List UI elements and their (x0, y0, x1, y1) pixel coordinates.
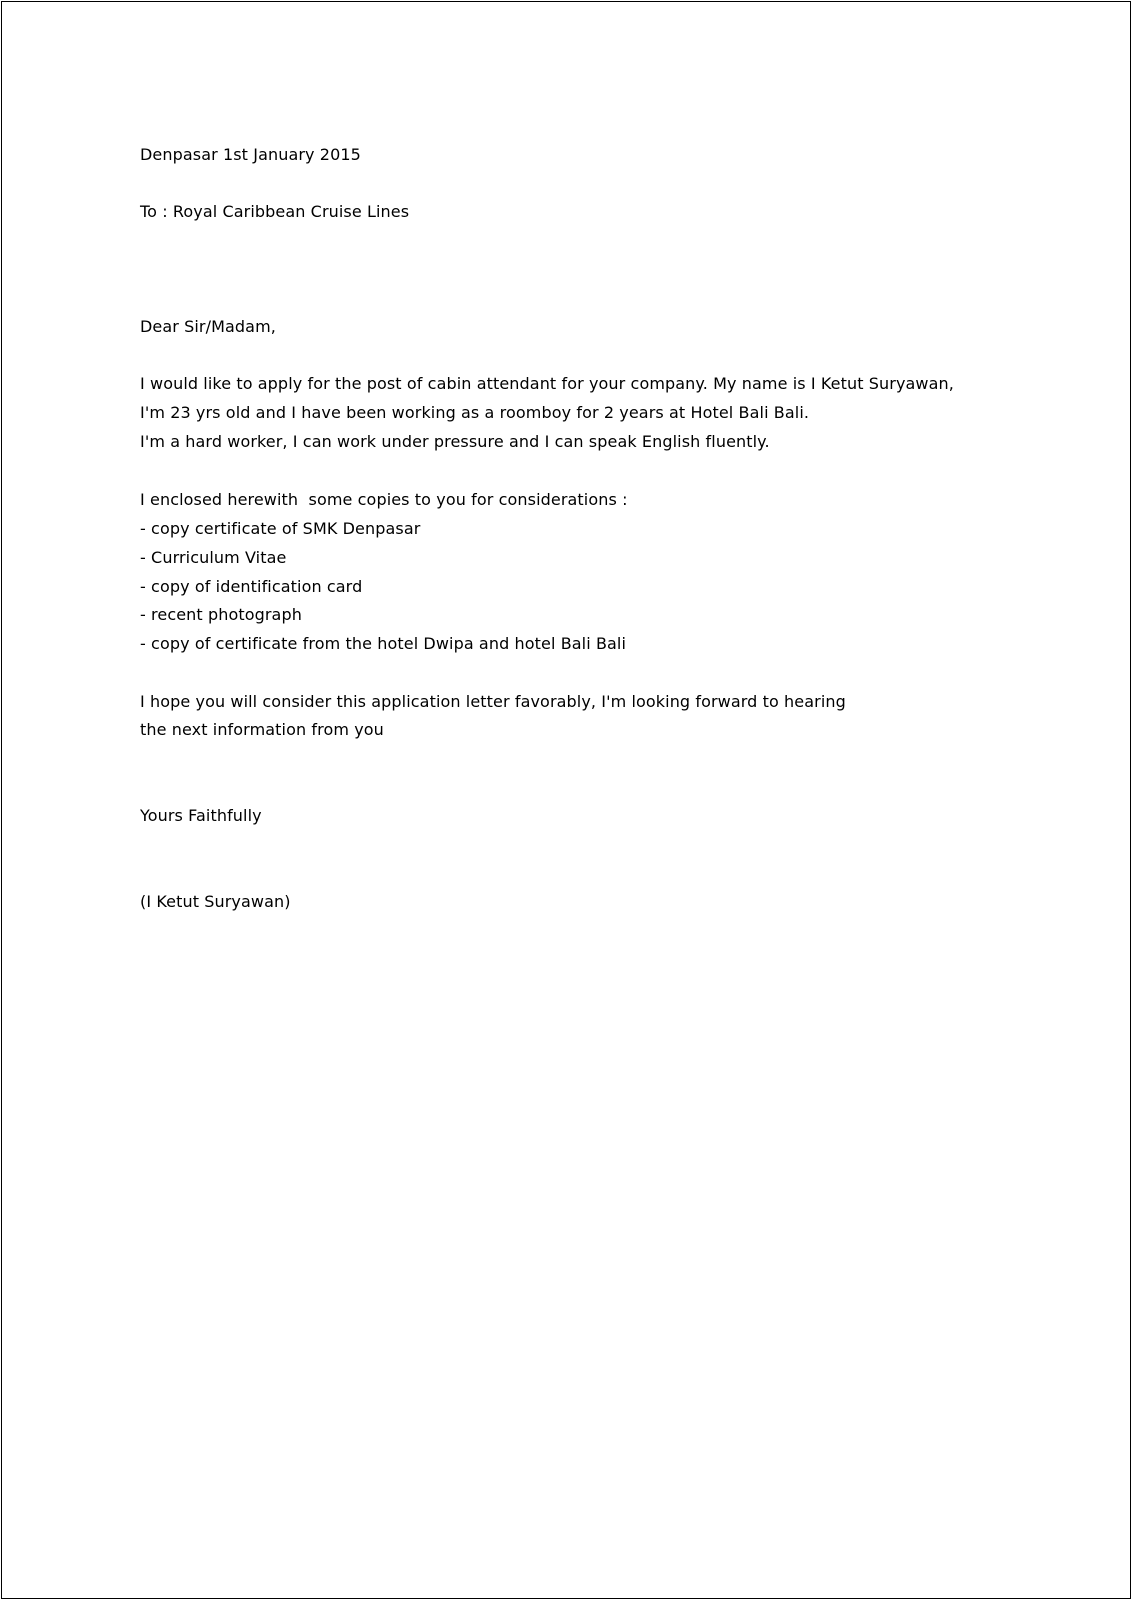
sign-off: Yours Faithfully (140, 806, 262, 825)
enclosure-item: - Curriculum Vitae (140, 548, 287, 567)
signature-name: (I Ketut Suryawan) (140, 892, 291, 911)
letter-date: Denpasar 1st January 2015 (140, 145, 361, 164)
intro-line: I would like to apply for the post of cabin attendant for your company. My name is I Ketut Suryawan, (140, 374, 954, 393)
enclosure-item: - copy certificate of SMK Denpasar (140, 519, 421, 538)
letter-recipient: To : Royal Caribbean Cruise Lines (140, 202, 410, 221)
intro-line: I'm a hard worker, I can work under pressure and I can speak English fluently. (140, 432, 770, 451)
closing-line: I hope you will consider this application letter favorably, I'm looking forward to hearing (140, 692, 846, 711)
letter-salutation: Dear Sir/Madam, (140, 317, 276, 336)
enclosure-item: - copy of identification card (140, 577, 363, 596)
enclosure-item: - copy of certificate from the hotel Dwipa and hotel Bali Bali (140, 634, 627, 653)
enclosure-intro: I enclosed herewith some copies to you for considerations : (140, 490, 628, 509)
intro-line: I'm 23 yrs old and I have been working as a roomboy for 2 years at Hotel Bali Bali. (140, 403, 810, 422)
enclosure-item: - recent photograph (140, 605, 302, 624)
letter-page (1, 1, 1131, 1599)
closing-line: the next information from you (140, 720, 384, 739)
